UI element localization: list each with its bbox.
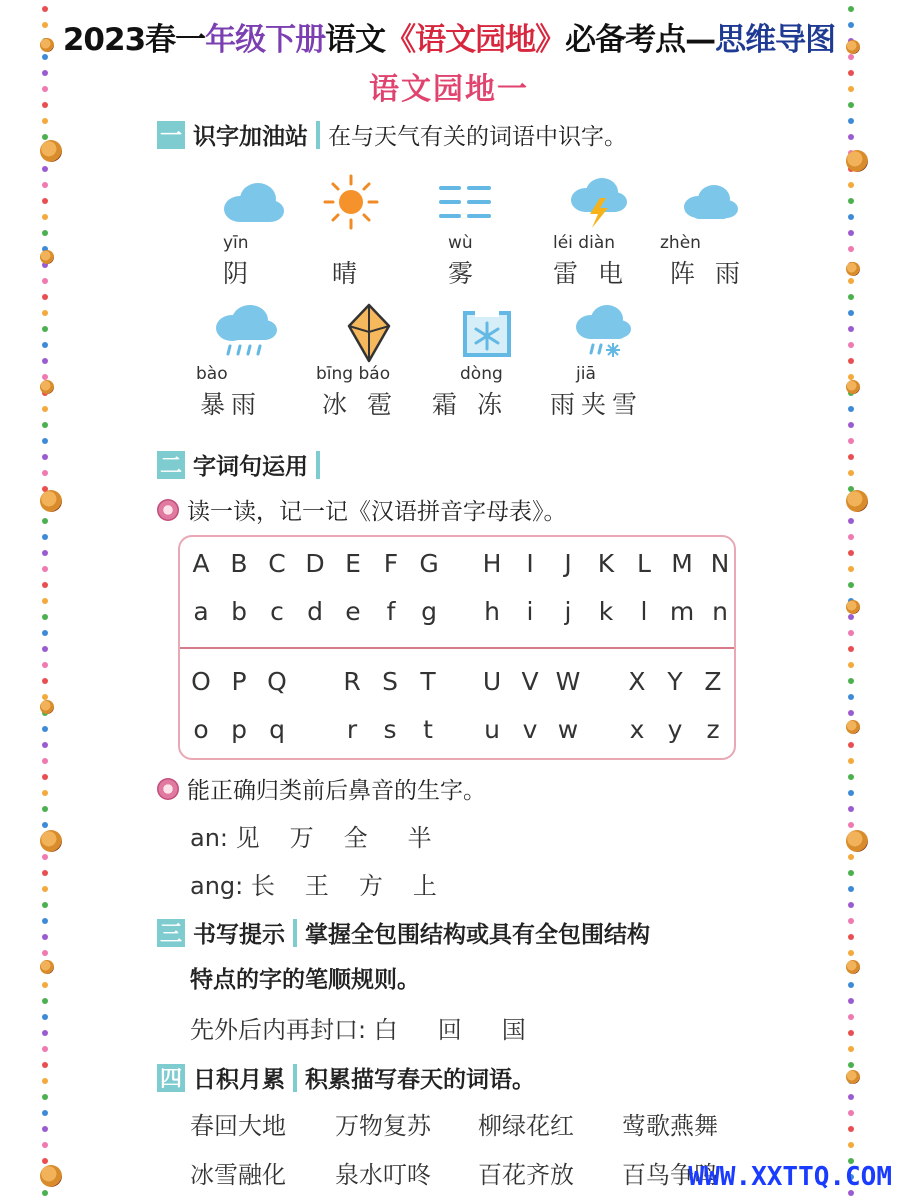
idiom: 莺歌燕舞 bbox=[622, 1112, 718, 1140]
border-dot bbox=[42, 214, 48, 220]
page-subtitle: 语文园地一 bbox=[369, 72, 529, 107]
border-dot bbox=[42, 134, 48, 140]
section-number: 一 bbox=[157, 121, 185, 149]
letter: V bbox=[521, 667, 539, 696]
pinyin: dòng bbox=[460, 364, 503, 384]
hail-icon bbox=[314, 303, 424, 363]
border-dot bbox=[42, 998, 48, 1004]
weather-item-qing bbox=[296, 172, 406, 290]
border-dot bbox=[848, 278, 854, 284]
divider-bar bbox=[316, 451, 320, 479]
border-dot bbox=[42, 1110, 48, 1116]
letter: q bbox=[269, 715, 285, 744]
bullet-nasal-sounds bbox=[157, 772, 486, 805]
letter: i bbox=[526, 597, 534, 626]
border-dot bbox=[848, 742, 854, 748]
border-dot bbox=[42, 582, 48, 588]
border-dot bbox=[42, 1126, 48, 1132]
letter: m bbox=[669, 597, 695, 626]
letter: H bbox=[482, 549, 502, 578]
border-dot bbox=[42, 1046, 48, 1052]
border-dot bbox=[42, 902, 48, 908]
flower-decoration-icon bbox=[846, 150, 868, 172]
letter: A bbox=[192, 549, 210, 578]
border-dot bbox=[42, 406, 48, 412]
idiom: 泉水叮咚 bbox=[335, 1161, 431, 1189]
letter: D bbox=[305, 549, 325, 578]
idiom: 百鸟争鸣 bbox=[622, 1161, 718, 1189]
border-dot bbox=[848, 566, 854, 572]
letter: O bbox=[191, 667, 211, 696]
letter: p bbox=[231, 715, 247, 744]
border-dot bbox=[848, 422, 854, 428]
border-dot bbox=[42, 310, 48, 316]
border-dot bbox=[42, 918, 48, 924]
border-dot bbox=[42, 870, 48, 876]
border-dot bbox=[848, 662, 854, 668]
border-dot bbox=[42, 1158, 48, 1164]
flower-decoration-icon bbox=[846, 262, 860, 276]
ang-char: 上 bbox=[412, 872, 437, 900]
border-dot bbox=[848, 870, 854, 876]
left-dotted-border bbox=[42, 0, 52, 1200]
rule-char: 白 bbox=[373, 1016, 398, 1044]
section-label: 识字加油站 bbox=[193, 124, 308, 150]
letter: N bbox=[710, 549, 730, 578]
border-dot bbox=[42, 1030, 48, 1036]
ang-char: 方 bbox=[358, 872, 383, 900]
pinyin: bīng báo bbox=[316, 364, 391, 384]
border-dot bbox=[42, 790, 48, 796]
hanzi: 阴 bbox=[223, 259, 255, 288]
letter: j bbox=[564, 597, 572, 626]
alphabet-table bbox=[178, 535, 736, 760]
flower-decoration-icon bbox=[846, 720, 860, 734]
letter: k bbox=[598, 597, 614, 626]
border-dot bbox=[42, 1062, 48, 1068]
section-number: 三 bbox=[157, 919, 185, 947]
border-dot bbox=[848, 470, 854, 476]
pinyin: bào bbox=[196, 364, 228, 384]
title-part-3: 语文 bbox=[325, 22, 386, 58]
flower-decoration-icon bbox=[40, 960, 54, 974]
idiom: 冰雪融化 bbox=[190, 1161, 286, 1189]
flower-decoration-icon bbox=[846, 40, 860, 54]
an-char: 半 bbox=[407, 824, 432, 852]
weather-item-yujiaxue bbox=[548, 303, 658, 421]
border-dot bbox=[848, 246, 854, 252]
section-3-description-cont: 特点的字的笔顺规则。 bbox=[190, 967, 420, 993]
title-part-6: 思维导图 bbox=[715, 22, 836, 58]
section-description: 掌握全包围结构或具有全包围结构 bbox=[305, 922, 650, 948]
border-dot bbox=[42, 6, 48, 12]
border-dot bbox=[848, 646, 854, 652]
title-part-5: 必备考点— bbox=[565, 22, 716, 58]
letter: y bbox=[667, 715, 683, 744]
letter: R bbox=[343, 667, 361, 696]
flower-decoration-icon bbox=[40, 140, 62, 162]
section-2-header bbox=[157, 448, 328, 481]
border-dot bbox=[848, 678, 854, 684]
border-dot bbox=[42, 678, 48, 684]
letter: W bbox=[555, 667, 581, 696]
bullet-text: 读一读，记一记《汉语拼音字母表》。 bbox=[187, 499, 567, 525]
border-dot bbox=[848, 454, 854, 460]
letter: h bbox=[484, 597, 500, 626]
letter: E bbox=[345, 549, 361, 578]
letter: Z bbox=[704, 667, 722, 696]
border-dot bbox=[848, 614, 854, 620]
flower-bullet-icon bbox=[157, 499, 179, 521]
border-dot bbox=[42, 854, 48, 860]
border-dot bbox=[848, 518, 854, 524]
border-dot bbox=[42, 950, 48, 956]
watermark: WWW.XXTTQ.COM bbox=[688, 1162, 892, 1192]
sun-icon bbox=[296, 172, 406, 232]
idiom: 柳绿花红 bbox=[478, 1112, 574, 1140]
border-dot bbox=[848, 342, 854, 348]
weather-item-wu bbox=[410, 172, 520, 290]
letter: s bbox=[383, 715, 397, 744]
border-dot bbox=[42, 454, 48, 460]
section-4-header bbox=[157, 1061, 535, 1094]
border-dot bbox=[42, 742, 48, 748]
frost-icon bbox=[432, 303, 542, 363]
flower-decoration-icon bbox=[846, 830, 868, 852]
border-dot bbox=[42, 662, 48, 668]
weather-item-zhenyu bbox=[656, 172, 766, 290]
border-dot bbox=[848, 758, 854, 764]
letter: I bbox=[526, 549, 534, 578]
border-dot bbox=[42, 550, 48, 556]
letter: x bbox=[629, 715, 645, 744]
hanzi: 雾 bbox=[448, 259, 480, 288]
letter: L bbox=[637, 549, 651, 578]
bullet-text: 能正确归类前后鼻音的生字。 bbox=[187, 778, 486, 804]
hanzi: 霜 冻 bbox=[432, 390, 508, 419]
divider-bar bbox=[316, 121, 320, 149]
idiom: 万物复苏 bbox=[335, 1112, 431, 1140]
pinyin: wù bbox=[448, 233, 473, 253]
border-dot bbox=[42, 774, 48, 780]
border-dot bbox=[42, 278, 48, 284]
border-dot bbox=[848, 134, 854, 140]
border-dot bbox=[42, 598, 48, 604]
letter: o bbox=[193, 715, 209, 744]
border-dot bbox=[848, 902, 854, 908]
section-1-header bbox=[157, 118, 627, 151]
border-dot bbox=[848, 550, 854, 556]
pinyin: léi diàn bbox=[553, 233, 616, 253]
letter: d bbox=[307, 597, 323, 626]
border-dot bbox=[42, 1014, 48, 1020]
weather-item-shuangdong bbox=[432, 303, 542, 421]
flower-decoration-icon bbox=[846, 600, 860, 614]
border-dot bbox=[42, 198, 48, 204]
rule-char: 回 bbox=[437, 1016, 462, 1044]
border-dot bbox=[848, 918, 854, 924]
divider-bar bbox=[293, 919, 297, 947]
weather-item-baoyu bbox=[190, 303, 300, 421]
letter: G bbox=[419, 549, 439, 578]
section-label: 字词句运用 bbox=[193, 454, 308, 480]
weather-item-leidian bbox=[543, 172, 653, 290]
border-dot bbox=[848, 1126, 854, 1132]
border-dot bbox=[42, 438, 48, 444]
border-dot bbox=[848, 406, 854, 412]
border-dot bbox=[848, 6, 854, 12]
letter: c bbox=[270, 597, 284, 626]
section-number: 二 bbox=[157, 451, 185, 479]
border-dot bbox=[848, 294, 854, 300]
section-label: 日积月累 bbox=[193, 1067, 285, 1093]
border-dot bbox=[848, 1094, 854, 1100]
border-dot bbox=[848, 630, 854, 636]
letter: P bbox=[231, 667, 247, 696]
border-dot bbox=[848, 1142, 854, 1148]
ang-line bbox=[190, 866, 467, 901]
thunder-icon bbox=[543, 172, 653, 232]
an-line bbox=[190, 818, 462, 853]
flower-decoration-icon bbox=[846, 1070, 860, 1084]
letter: t bbox=[423, 715, 433, 744]
border-dot bbox=[42, 758, 48, 764]
border-dot bbox=[848, 214, 854, 220]
border-dot bbox=[42, 118, 48, 124]
title-part-1: 2023春一 bbox=[62, 22, 206, 58]
border-dot bbox=[42, 822, 48, 828]
border-dot bbox=[42, 422, 48, 428]
hanzi: 冰 雹 bbox=[322, 390, 398, 419]
letter: a bbox=[193, 597, 209, 626]
an-char: 全 bbox=[343, 824, 368, 852]
letter: F bbox=[383, 549, 399, 578]
border-dot bbox=[848, 230, 854, 236]
divider-bar bbox=[293, 1064, 297, 1092]
border-dot bbox=[848, 790, 854, 796]
cloud-icon bbox=[198, 172, 308, 232]
border-dot bbox=[42, 326, 48, 332]
border-dot bbox=[848, 1110, 854, 1116]
border-dot bbox=[42, 342, 48, 348]
border-dot bbox=[848, 534, 854, 540]
border-dot bbox=[848, 886, 854, 892]
border-dot bbox=[848, 1014, 854, 1020]
flower-decoration-icon bbox=[40, 250, 54, 264]
border-dot bbox=[848, 310, 854, 316]
letter: g bbox=[421, 597, 437, 626]
page-title bbox=[0, 14, 898, 59]
hanzi: 雷 电 bbox=[553, 259, 629, 288]
weather-item-bingbao bbox=[314, 303, 424, 421]
border-dot bbox=[848, 182, 854, 188]
border-dot bbox=[848, 950, 854, 956]
flower-bullet-icon bbox=[157, 778, 179, 800]
section-description: 积累描写春天的词语。 bbox=[305, 1067, 535, 1093]
border-dot bbox=[42, 982, 48, 988]
border-dot bbox=[42, 230, 48, 236]
letter: z bbox=[706, 715, 720, 744]
ang-char: 王 bbox=[304, 872, 329, 900]
flower-decoration-icon bbox=[40, 700, 54, 714]
heavy-rain-icon bbox=[190, 303, 300, 363]
border-dot bbox=[42, 534, 48, 540]
idiom: 百花齐放 bbox=[478, 1161, 574, 1189]
border-dot bbox=[848, 1046, 854, 1052]
border-dot bbox=[42, 614, 48, 620]
flower-decoration-icon bbox=[40, 38, 54, 52]
section-3-header bbox=[157, 916, 650, 949]
title-part-4: 《语文园地》 bbox=[385, 22, 566, 58]
letter: Y bbox=[667, 667, 683, 696]
an-char: 万 bbox=[289, 824, 314, 852]
section-description: 在与天气有关的词语中识字。 bbox=[328, 124, 627, 150]
border-dot bbox=[848, 822, 854, 828]
cloud-icon bbox=[656, 172, 766, 232]
letter: r bbox=[346, 715, 358, 744]
letter: w bbox=[557, 715, 579, 744]
rule-char: 国 bbox=[501, 1016, 526, 1044]
letter: T bbox=[420, 667, 436, 696]
rule-label: 先外后内再封口: bbox=[190, 1016, 367, 1044]
rule-line bbox=[190, 1010, 556, 1045]
ang-char: 长 bbox=[250, 872, 275, 900]
letter: S bbox=[382, 667, 398, 696]
pinyin bbox=[296, 232, 406, 254]
border-dot bbox=[848, 774, 854, 780]
letter: f bbox=[386, 597, 396, 626]
letter: Q bbox=[267, 667, 287, 696]
weather-item-yin bbox=[198, 172, 308, 290]
letter: e bbox=[345, 597, 361, 626]
border-dot bbox=[848, 934, 854, 940]
border-dot bbox=[848, 438, 854, 444]
letter: v bbox=[522, 715, 538, 744]
letter: u bbox=[484, 715, 500, 744]
section-label: 书写提示 bbox=[193, 922, 285, 948]
border-dot bbox=[42, 1094, 48, 1100]
border-dot bbox=[848, 854, 854, 860]
pinyin: yīn bbox=[223, 233, 249, 253]
hanzi: 雨夹雪 bbox=[550, 390, 644, 419]
border-dot bbox=[42, 1142, 48, 1148]
border-dot bbox=[848, 582, 854, 588]
hanzi: 暴雨 bbox=[200, 390, 263, 419]
letter: n bbox=[712, 597, 728, 626]
border-dot bbox=[848, 1030, 854, 1036]
bullet-read-alphabet bbox=[157, 493, 567, 526]
border-dot bbox=[42, 934, 48, 940]
letter: l bbox=[640, 597, 648, 626]
section-number: 四 bbox=[157, 1064, 185, 1092]
border-dot bbox=[42, 182, 48, 188]
border-dot bbox=[848, 710, 854, 716]
border-dot bbox=[42, 806, 48, 812]
flower-decoration-icon bbox=[40, 380, 54, 394]
idiom: 春回大地 bbox=[190, 1112, 286, 1140]
flower-decoration-icon bbox=[40, 490, 62, 512]
hanzi: 晴 bbox=[332, 259, 364, 288]
border-dot bbox=[42, 294, 48, 300]
flower-decoration-icon bbox=[846, 960, 860, 974]
border-dot bbox=[848, 358, 854, 364]
border-dot bbox=[42, 166, 48, 172]
flower-decoration-icon bbox=[846, 490, 868, 512]
border-dot bbox=[42, 518, 48, 524]
letter: C bbox=[268, 549, 286, 578]
border-dot bbox=[848, 1062, 854, 1068]
letter: M bbox=[671, 549, 693, 578]
border-dot bbox=[42, 726, 48, 732]
border-dot bbox=[848, 806, 854, 812]
border-dot bbox=[42, 1190, 48, 1196]
flower-decoration-icon bbox=[846, 380, 860, 394]
letter: b bbox=[231, 597, 247, 626]
letter: X bbox=[628, 667, 646, 696]
letter: K bbox=[597, 549, 615, 578]
border-dot bbox=[848, 998, 854, 1004]
flower-decoration-icon bbox=[40, 830, 62, 852]
border-dot bbox=[42, 358, 48, 364]
border-dot bbox=[848, 694, 854, 700]
alphabet-divider bbox=[180, 647, 734, 649]
title-part-2: 年级下册 bbox=[205, 22, 326, 58]
border-dot bbox=[42, 886, 48, 892]
flower-decoration-icon bbox=[40, 1165, 62, 1187]
pinyin: jiā bbox=[576, 364, 596, 384]
hanzi: 阵 雨 bbox=[670, 259, 746, 288]
fog-icon bbox=[410, 172, 520, 232]
an-label: an: bbox=[190, 824, 229, 852]
border-dot bbox=[42, 470, 48, 476]
border-dot bbox=[42, 646, 48, 652]
border-dot bbox=[42, 566, 48, 572]
letter: U bbox=[482, 667, 502, 696]
border-dot bbox=[848, 982, 854, 988]
an-char: 见 bbox=[235, 824, 260, 852]
pinyin: zhèn bbox=[660, 233, 701, 253]
sleet-icon bbox=[548, 303, 658, 363]
border-dot bbox=[848, 326, 854, 332]
border-dot bbox=[848, 118, 854, 124]
letter: B bbox=[230, 549, 248, 578]
ang-label: ang: bbox=[190, 872, 244, 900]
border-dot bbox=[42, 1078, 48, 1084]
border-dot bbox=[42, 630, 48, 636]
border-dot bbox=[848, 198, 854, 204]
letter: J bbox=[564, 549, 572, 578]
